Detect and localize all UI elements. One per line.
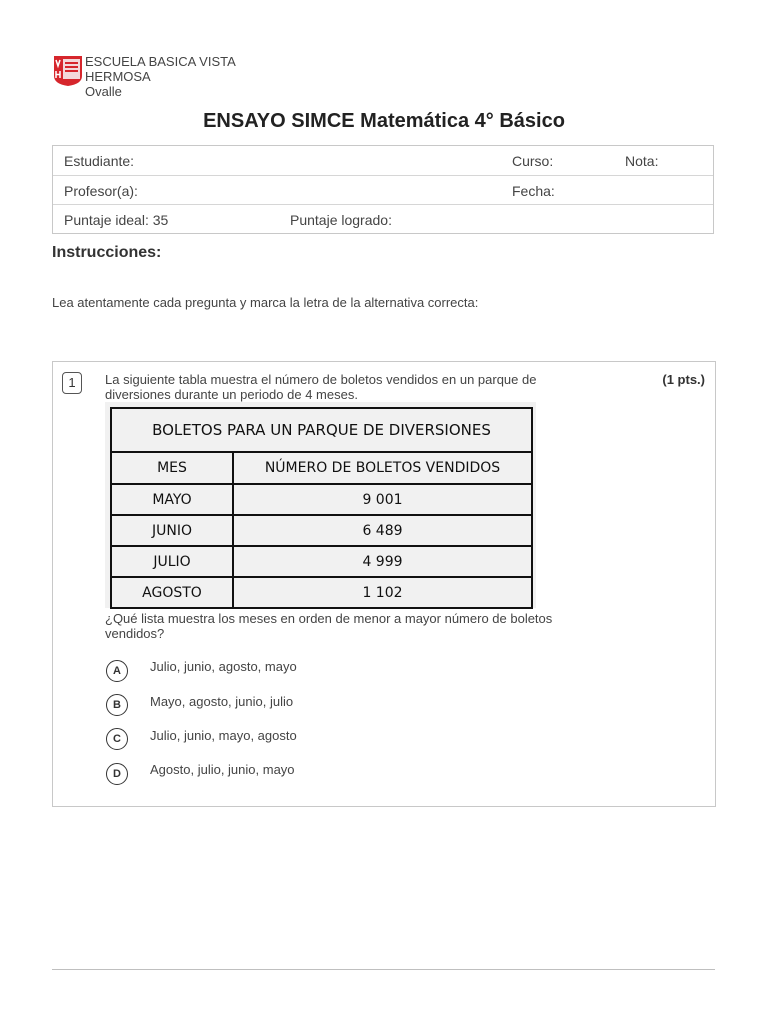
student-label: Estudiante:: [64, 153, 135, 169]
info-row-student: [53, 146, 713, 175]
row-count: 4 999: [233, 546, 532, 577]
info-row-score: [53, 204, 713, 234]
row-count: 6 489: [233, 515, 532, 546]
row-month: JULIO: [111, 546, 233, 577]
row-count: 9 001: [233, 484, 532, 515]
option-d-text: Agosto, julio, junio, mayo: [150, 762, 295, 777]
option-a-text: Julio, junio, agosto, mayo: [150, 659, 297, 674]
course-label: Curso:: [512, 153, 554, 169]
document-title: ENSAYO SIMCE Matemática 4° Básico: [203, 110, 565, 132]
achieved-score-label: Puntaje logrado:: [290, 212, 392, 228]
option-c-text: Julio, junio, mayo, agosto: [150, 728, 297, 743]
teacher-label: Profesor(a):: [64, 183, 138, 199]
footer-divider: [52, 969, 715, 970]
option-d-radio[interactable]: D: [106, 763, 128, 785]
table-row: [111, 546, 532, 577]
table-row: [111, 515, 532, 546]
school-name-line1: ESCUELA BASICA VISTA: [85, 54, 236, 69]
table-row: [111, 484, 532, 515]
row-month: JUNIO: [111, 515, 233, 546]
question-number: 1: [62, 372, 82, 394]
question-points: (1 pts.): [662, 372, 705, 387]
student-info-table: [52, 145, 714, 234]
ideal-score: Puntaje ideal: 35: [64, 212, 169, 228]
ticket-table: [110, 407, 533, 609]
col-header-count: NÚMERO DE BOLETOS VENDIDOS: [233, 452, 532, 484]
option-b-radio[interactable]: B: [106, 694, 128, 716]
school-name-line2: HERMOSA: [85, 69, 151, 84]
row-count: 1 102: [233, 577, 532, 608]
date-label: Fecha:: [512, 183, 555, 199]
info-row-teacher: [53, 175, 713, 205]
ticket-table-title: BOLETOS PARA UN PARQUE DE DIVERSIONES: [111, 408, 532, 452]
table-row: [111, 577, 532, 608]
question-prompt: ¿Qué lista muestra los meses en orden de menor a mayor número de boletos vendidos?: [105, 611, 553, 641]
row-month: MAYO: [111, 484, 233, 515]
ticket-table-image: [105, 402, 536, 608]
instructions-text: Lea atentamente cada pregunta y marca la letra de la alternativa correcta:: [52, 295, 479, 310]
option-c-radio[interactable]: C: [106, 728, 128, 750]
option-b-text: Mayo, agosto, junio, julio: [150, 694, 294, 709]
school-logo-icon: [52, 54, 84, 87]
instructions-heading: Instrucciones:: [52, 244, 162, 261]
grade-label: Nota:: [625, 153, 659, 169]
option-a-radio[interactable]: A: [106, 660, 128, 682]
school-city: Ovalle: [85, 84, 122, 99]
col-header-month: MES: [111, 452, 233, 484]
question-text: La siguiente tabla muestra el número de boletos vendidos en un parque de diversiones durante un periodo de 4 meses.: [105, 372, 537, 402]
row-month: AGOSTO: [111, 577, 233, 608]
